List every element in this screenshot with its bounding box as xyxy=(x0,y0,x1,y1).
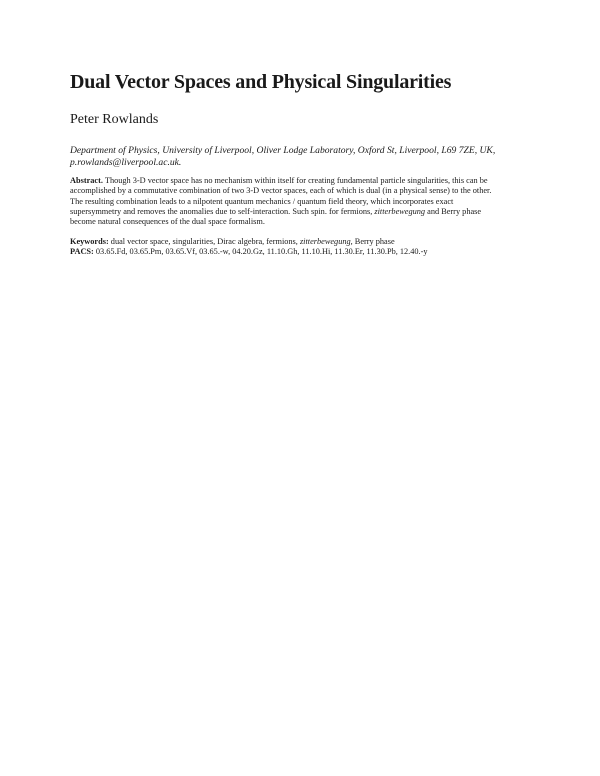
abstract-line: accomplished by a commutative combination of two 3-D vector spaces, each of which is dual (in a physical sense) to the other. xyxy=(70,186,492,196)
abstract-line xyxy=(70,207,532,217)
abstract xyxy=(70,176,532,227)
keywords-block xyxy=(70,237,532,258)
affiliation-line: Department of Physics, University of Liverpool, Oliver Lodge Laboratory, Oxford St, Liverpool, L69 7ZE, UK, xyxy=(70,145,496,156)
abstract-label: Abstract. xyxy=(70,176,103,185)
author-affiliation xyxy=(70,145,532,168)
keywords-italic-term: zitterbewegung xyxy=(299,237,351,246)
author-email: p.rowlands@liverpool.ac.uk. xyxy=(70,156,182,168)
abstract-line xyxy=(70,176,532,186)
keywords-text: dual vector space, singularities, Dirac algebra, fermions, xyxy=(108,237,300,246)
abstract-line: The resulting combination leads to a nilpotent quantum mechanics / quantum field theory, which incorporates exact xyxy=(70,196,454,206)
keywords-line xyxy=(70,237,532,247)
pacs-label: PACS: xyxy=(70,247,94,257)
pacs-text: 03.65.Fd, 03.65.Pm, 03.65.Vf, 03.65.-w, 04.20.Gz, 11.10.Gh, 11.10.Hi, 11.30.Er, 11.30.Pb, 12.40.-y xyxy=(93,247,428,257)
abstract-text: supersymmetry and removes the anomalies due to self-interaction. Such spin. for fermions, xyxy=(70,206,375,216)
abstract-line: become natural consequences of the dual space formalism. xyxy=(70,217,265,227)
abstract-text: and Berry phase xyxy=(425,206,482,216)
author-name: Peter Rowlands xyxy=(70,112,159,127)
abstract-italic-term: zitterbewegung xyxy=(374,206,426,216)
keywords-text: , Berry phase xyxy=(350,237,395,246)
abstract-text: Though 3-D vector space has no mechanism within itself for creating fundamental particle singularities, this can be xyxy=(102,176,488,185)
pacs-line xyxy=(70,247,532,257)
keywords-label: Keywords: xyxy=(70,237,109,246)
paper-title: Dual Vector Spaces and Physical Singularities xyxy=(70,71,452,93)
